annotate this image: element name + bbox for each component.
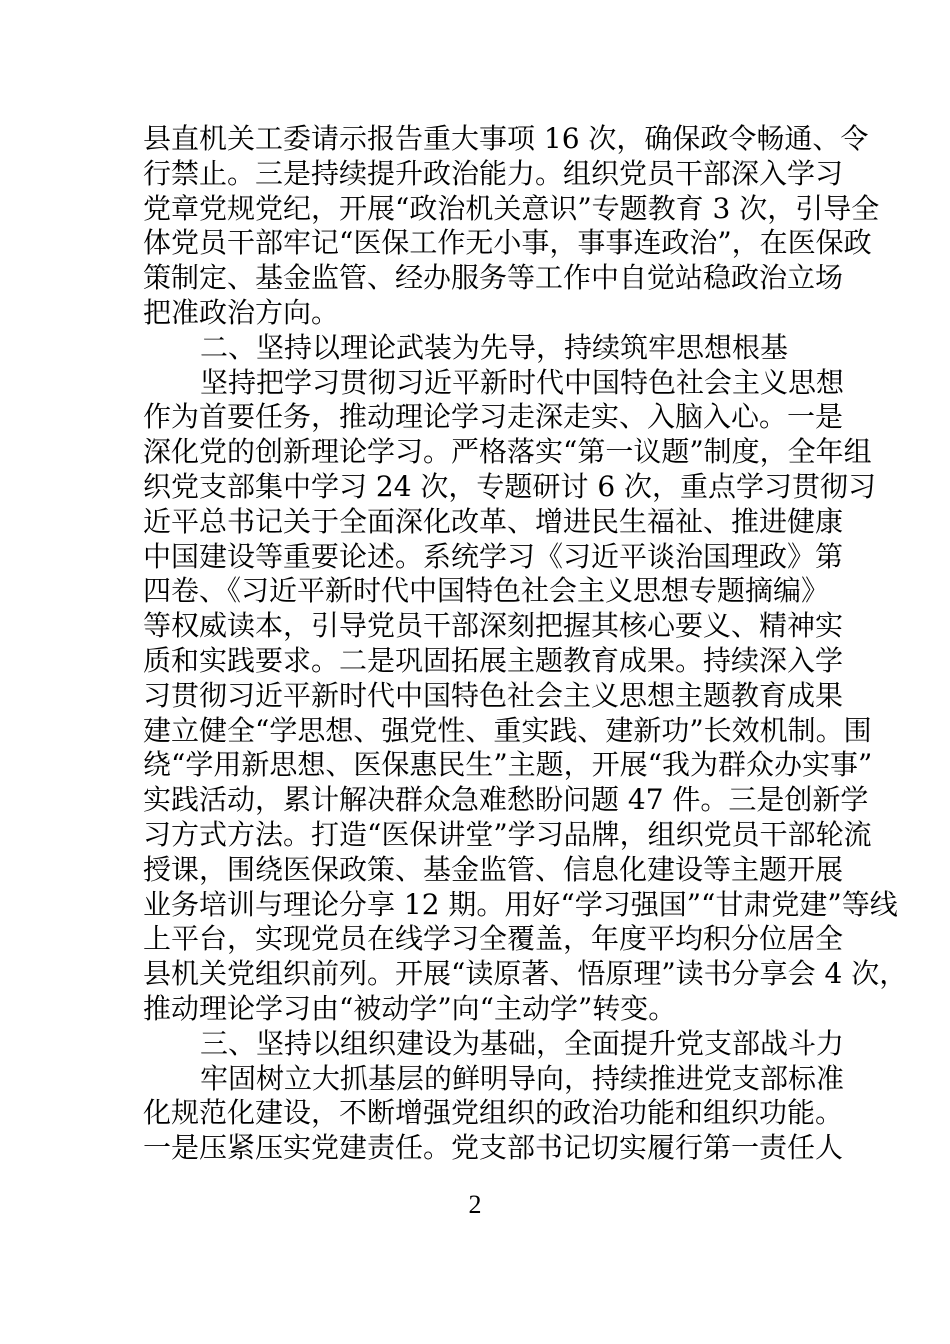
body-line: 等权威读本，引导党员干部深刻把握其核心要义、精神实 xyxy=(143,609,844,643)
body-line: 建立健全“学思想、强党性、重实践、建新功”长效机制。围 xyxy=(143,713,872,747)
body-line: 作为首要任务，推动理论学习走深走实、入脑入心。一是 xyxy=(143,400,844,434)
body-line: 上平台，实现党员在线学习全覆盖，年度平均积分位居全 xyxy=(143,922,844,956)
body-line: 策制定、基金监管、经办服务等工作中自觉站稳政治立场 xyxy=(143,261,844,295)
section-heading-3: 三、坚持以组织建设为基础，全面提升党支部战斗力 xyxy=(200,1026,845,1060)
body-line: 绕“学用新思想、医保惠民生”主题，开展“我为群众办实事” xyxy=(143,748,873,782)
body-line: 县机关党组织前列。开展“读原著、悟原理”读书分享会 4 次， xyxy=(143,957,908,991)
section-heading-2: 二、坚持以理论武装为先导，持续筑牢思想根基 xyxy=(200,330,789,364)
body-line: 授课，围绕医保政策、基金监管、信息化建设等主题开展 xyxy=(143,852,844,886)
body-line: 一是压紧压实党建责任。党支部书记切实履行第一责任人 xyxy=(143,1131,844,1165)
body-line: 实践活动，累计解决群众急难愁盼问题 47 件。三是创新学 xyxy=(143,783,869,817)
body-line: 习贯彻习近平新时代中国特色社会主义思想主题教育成果 xyxy=(143,678,844,712)
body-line: 业务培训与理论分享 12 期。用好“学习强国”“甘肃党建”等线 xyxy=(143,887,898,921)
body-line: 质和实践要求。二是巩固拓展主题教育成果。持续深入学 xyxy=(143,643,844,677)
body-line: 织党支部集中学习 24 次，专题研讨 6 次，重点学习贯彻习 xyxy=(143,469,877,503)
body-line: 推动理论学习由“被动学”向“主动学”转变。 xyxy=(143,991,677,1025)
body-line: 坚持把学习贯彻习近平新时代中国特色社会主义思想 xyxy=(200,365,845,399)
body-line: 化规范化建设，不断增强党组织的政治功能和组织功能。 xyxy=(143,1096,844,1130)
body-line: 县直机关工委请示报告重大事项 16 次，确保政令畅通、令 xyxy=(143,122,869,155)
document-body xyxy=(143,122,908,1166)
body-line: 牢固树立大抓基层的鲜明导向，持续推进党支部标准 xyxy=(200,1061,845,1095)
body-line: 深化党的创新理论学习。严格落实“第一议题”制度，全年组 xyxy=(143,435,872,469)
body-line: 体党员干部牢记“医保工作无小事，事事连政治”，在医保政 xyxy=(143,226,872,260)
body-line: 四卷、《习近平新时代中国特色社会主义思想专题摘编》 xyxy=(143,574,830,608)
body-line: 近平总书记关于全面深化改革、增进民生福祉、推进健康 xyxy=(143,504,844,538)
page-number: 2 xyxy=(468,1190,482,1219)
body-line: 党章党规党纪，开展“政治机关意识”专题教育 3 次，引导全 xyxy=(143,191,880,225)
body-line: 把准政治方向。 xyxy=(143,295,340,329)
body-line: 中国建设等重要论述。系统学习《习近平谈治国理政》第 xyxy=(143,539,844,573)
body-line: 习方式方法。打造“医保讲堂”学习品牌，组织党员干部轮流 xyxy=(143,817,872,851)
body-line: 行禁止。三是持续提升政治能力。组织党员干部深入学习 xyxy=(143,156,844,190)
